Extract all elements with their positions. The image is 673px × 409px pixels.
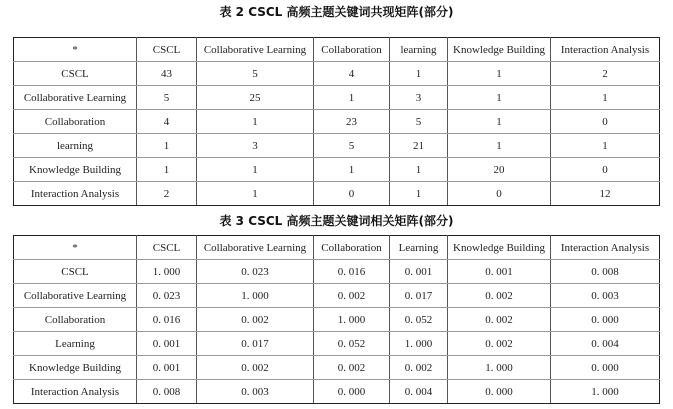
table-cell: 1 <box>448 62 551 86</box>
table-cell: 0 <box>314 182 390 206</box>
column-header: CSCL <box>137 38 197 62</box>
table-cell: 1 <box>197 182 314 206</box>
table-cell: 0. 023 <box>197 260 314 284</box>
table-cell: 0. 000 <box>448 380 551 404</box>
table-row <box>14 158 660 182</box>
table-row <box>14 260 660 284</box>
table-cell: 1 <box>137 134 197 158</box>
table-row <box>14 380 660 404</box>
table-cell: 0. 002 <box>448 284 551 308</box>
table-cell: 1 <box>137 158 197 182</box>
column-header: Interaction Analysis <box>551 38 660 62</box>
table-cell: 25 <box>197 86 314 110</box>
table-cell: 1. 000 <box>390 332 448 356</box>
row-label: Collaborative Learning <box>14 284 137 308</box>
table-cell: 23 <box>314 110 390 134</box>
table-cell: 0. 002 <box>197 308 314 332</box>
table-cell: 1 <box>448 134 551 158</box>
table-cell: 3 <box>197 134 314 158</box>
table-cell: 0. 052 <box>314 332 390 356</box>
table-cell: 1 <box>197 158 314 182</box>
table-cell: 3 <box>390 86 448 110</box>
row-label: Collaboration <box>14 308 137 332</box>
header-row <box>14 38 660 62</box>
table-row <box>14 86 660 110</box>
row-label: learning <box>14 134 137 158</box>
table-cell: 21 <box>390 134 448 158</box>
table-cell: 1 <box>314 86 390 110</box>
table-cell: 4 <box>137 110 197 134</box>
column-header: Learning <box>390 236 448 260</box>
table-cell: 0. 017 <box>390 284 448 308</box>
table-cell: 0. 023 <box>137 284 197 308</box>
row-label: CSCL <box>14 62 137 86</box>
table-cell: 1 <box>197 110 314 134</box>
table-cell: 0. 003 <box>551 284 660 308</box>
table-cell: 1 <box>390 158 448 182</box>
table-cell: 0. 004 <box>390 380 448 404</box>
column-header: Collaboration <box>314 38 390 62</box>
table-cell: 43 <box>137 62 197 86</box>
column-header: CSCL <box>137 236 197 260</box>
column-header: Collaborative Learning <box>197 236 314 260</box>
header-row <box>14 236 660 260</box>
table-cell: 0. 008 <box>551 260 660 284</box>
table-cell: 0. 017 <box>197 332 314 356</box>
corner-cell: * <box>14 236 137 260</box>
table-cell: 0 <box>448 182 551 206</box>
table-cell: 0. 001 <box>448 260 551 284</box>
table-cell: 5 <box>314 134 390 158</box>
column-header: learning <box>390 38 448 62</box>
row-label: Interaction Analysis <box>14 182 137 206</box>
table-cell: 0. 008 <box>137 380 197 404</box>
column-header: Collaboration <box>314 236 390 260</box>
table-cell: 0. 001 <box>137 356 197 380</box>
table-cell: 0. 052 <box>390 308 448 332</box>
table-cell: 0. 001 <box>137 332 197 356</box>
column-header: Knowledge Building <box>448 236 551 260</box>
column-header: Knowledge Building <box>448 38 551 62</box>
table-cell: 1. 000 <box>448 356 551 380</box>
column-header: Collaborative Learning <box>197 38 314 62</box>
row-label: CSCL <box>14 260 137 284</box>
table-row <box>14 308 660 332</box>
table-row <box>14 284 660 308</box>
row-label: Learning <box>14 332 137 356</box>
corner-cell: * <box>14 38 137 62</box>
table-cell: 1. 000 <box>137 260 197 284</box>
table-cell: 1 <box>551 134 660 158</box>
table-row <box>14 332 660 356</box>
table-cell: 0. 016 <box>137 308 197 332</box>
table-row <box>14 356 660 380</box>
table-cell: 0. 001 <box>390 260 448 284</box>
table-row <box>14 110 660 134</box>
table-cell: 2 <box>551 62 660 86</box>
table-row <box>14 182 660 206</box>
table-cell: 0. 000 <box>314 380 390 404</box>
table-cell: 5 <box>390 110 448 134</box>
table-cell: 0. 003 <box>197 380 314 404</box>
table-cell: 4 <box>314 62 390 86</box>
row-label: Knowledge Building <box>14 356 137 380</box>
table-row <box>14 62 660 86</box>
table-cell: 1. 000 <box>551 380 660 404</box>
table-cell: 1 <box>448 86 551 110</box>
table-cell: 0. 002 <box>314 356 390 380</box>
correlation-matrix-table <box>13 235 660 404</box>
table-cell: 0. 002 <box>314 284 390 308</box>
column-header: Interaction Analysis <box>551 236 660 260</box>
table-cell: 20 <box>448 158 551 182</box>
table-cell: 1 <box>390 182 448 206</box>
table-cell: 0. 002 <box>448 332 551 356</box>
table-cell: 0. 002 <box>448 308 551 332</box>
table-cell: 5 <box>197 62 314 86</box>
table-cell: 0. 002 <box>197 356 314 380</box>
table-cell: 0. 000 <box>551 308 660 332</box>
table-cell: 2 <box>137 182 197 206</box>
cooccurrence-matrix-table <box>13 37 660 206</box>
table-cell: 1 <box>448 110 551 134</box>
table-cell: 12 <box>551 182 660 206</box>
table-cell: 1. 000 <box>197 284 314 308</box>
table3-caption: 表 3 CSCL 高频主题关键词相关矩阵(部分) <box>219 214 454 228</box>
row-label: Collaboration <box>14 110 137 134</box>
table-cell: 0. 016 <box>314 260 390 284</box>
table-cell: 1 <box>390 62 448 86</box>
table-cell: 0 <box>551 110 660 134</box>
table-cell: 1 <box>314 158 390 182</box>
table-cell: 0. 002 <box>390 356 448 380</box>
table-cell: 0. 000 <box>551 356 660 380</box>
table-cell: 0. 004 <box>551 332 660 356</box>
table-cell: 1 <box>551 86 660 110</box>
table-cell: 1. 000 <box>314 308 390 332</box>
row-label: Interaction Analysis <box>14 380 137 404</box>
table-cell: 0 <box>551 158 660 182</box>
row-label: Collaborative Learning <box>14 86 137 110</box>
table-cell: 5 <box>137 86 197 110</box>
table-row <box>14 134 660 158</box>
row-label: Knowledge Building <box>14 158 137 182</box>
table2-caption: 表 2 CSCL 高频主题关键词共现矩阵(部分) <box>219 5 454 19</box>
